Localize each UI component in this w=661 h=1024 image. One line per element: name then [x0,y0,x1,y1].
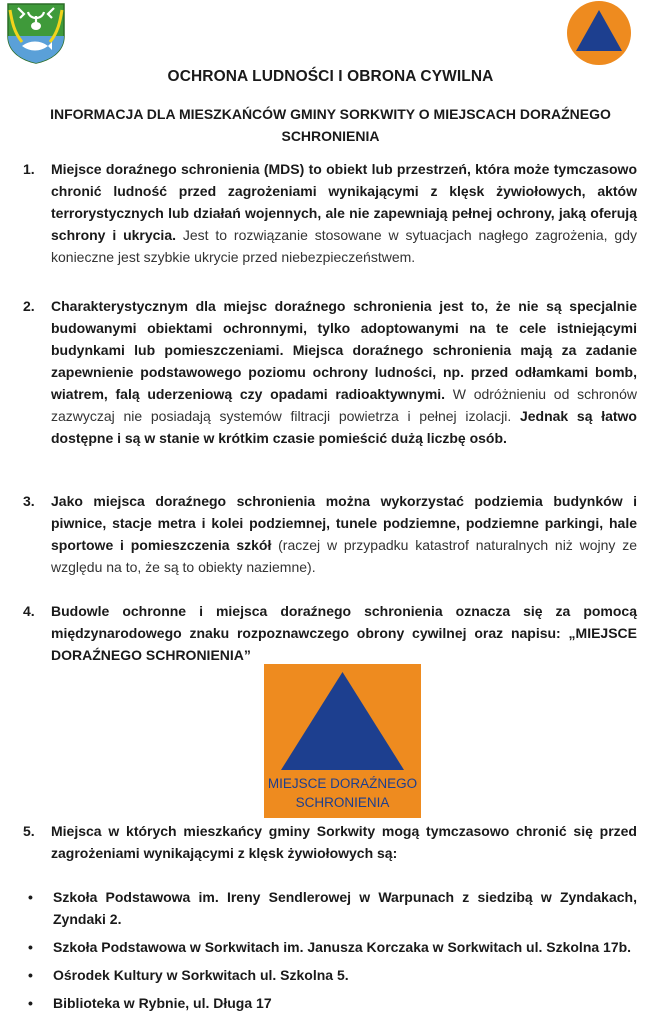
shelter-sign [264,664,421,818]
list-item [25,886,637,930]
locations-list [25,886,637,1020]
location-text: Szkoła Podstawowa w Sorkwitach im. Janusza Korczaka w Sorkwitach ul. Szkolna 17b. [53,939,632,955]
sign-line-2: SCHRONIENIA [295,795,390,810]
item-text-bold: Jako miejsca doraźnego schronienia można wykorzystać podziemia budynków i piwnice, stacje metra i kolei podziemnej, tunele podziemne, podziemne parkingi, hale sportowe i pomieszczenia szkół [51,493,637,553]
bullet-icon: • [28,939,33,955]
list-item-3 [23,490,637,578]
list-item [25,992,637,1014]
shelter-sign-text [264,774,421,812]
list-item [25,936,637,958]
item-text-bold: Miejsca w których mieszkańcy gminy Sorkwity mogą tymczasowo chronić się przed zagrożeniami wynikającymi z klęsk żywiołowych są: [51,823,637,861]
list-item-1 [23,158,637,268]
list-item [25,964,637,986]
location-text: Szkoła Podstawowa im. Ireny Sendlerowej w Warpunach z siedzibą w Zyndakach, Zyndaki 2. [53,889,637,927]
item-text-bold: Charakterystycznym dla miejsc doraźnego schronienia jest to, że nie są specjalnie budowanymi obiektami ochronnymi, tylko adoptowanymi na te cele istniejącymi budynkami lub pomieszczeniami. Miejsca doraźnego schronienia mają za zadanie zapewnienie podstawowego poziomu ochrony ludności, np. przed odłamkami bomb, wiatrem, falą uderzeniową czy opadami radioaktywnymi. [51,298,637,402]
item-number: 4. [23,603,35,619]
bullet-icon: • [28,967,33,983]
item-text: Jest to rozwiązanie stosowane w sytuacjach nagłego zagrożenia, gdy konieczne jest szybkie ukrycie przed niebezpieczeństwem. [51,227,637,265]
item-text-bold: Budowle ochronne i miejsca doraźnego schronienia oznacza się za pomocą międzynarodowego znaku rozpoznawczego obrony cywilnej oraz napisu: „MIEJSCE DORAŹNEGO SCHRONIENIA” [51,603,637,663]
page-subtitle: INFORMACJA DLA MIESZKAŃCÓW GMINY SORKWITY O MIEJSCACH DORAŹNEGO SCHRONIENIA [50,106,611,144]
page-title: OCHRONA LUDNOŚCI I OBRONA CYWILNA [167,68,494,85]
item-number: 1. [23,161,35,177]
bullet-icon: • [28,889,33,905]
item-text-bold: Jednak są łatwo dostępne i są w stanie w krótkim czasie pomieścić dużą liczbę osób. [51,408,637,446]
list-item-2 [23,295,637,449]
gmina-coat-of-arms-icon [4,2,68,64]
location-text: Biblioteka w Rybnie, ul. Długa 17 [53,995,272,1011]
list-item-4 [23,600,637,666]
list-item-5 [23,820,637,864]
blue-triangle-icon [264,664,421,774]
item-number: 2. [23,298,35,314]
item-number: 5. [23,823,35,839]
item-text: W odróżnieniu od schronów zazwyczaj nie posiadają systemów filtracji powietrza i pełnej izolacji. [51,386,637,424]
location-text: Ośrodek Kultury w Sorkwitach ul. Szkolna 5. [53,967,349,983]
bullet-icon: • [28,995,33,1011]
item-text: (raczej w przypadku katastrof naturalnych niż wojny ze względu na to, że są to obiekty naziemne). [51,537,637,575]
civil-defence-logo-icon [566,0,632,66]
sign-line-1: MIEJSCE DORAŹNEGO [267,776,418,791]
item-text-bold: Miejsce doraźnego schronienia (MDS) to obiekt lub przestrzeń, która może tymczasowo chronić ludność przed zagrożeniami wynikającymi z klęsk żywiołowych, aktów terrorystycznych lub działań wojennych, ale nie zapewniają pełnej ochrony, jaką oferują schrony i ukrycia. [51,161,637,243]
item-number: 3. [23,493,35,509]
